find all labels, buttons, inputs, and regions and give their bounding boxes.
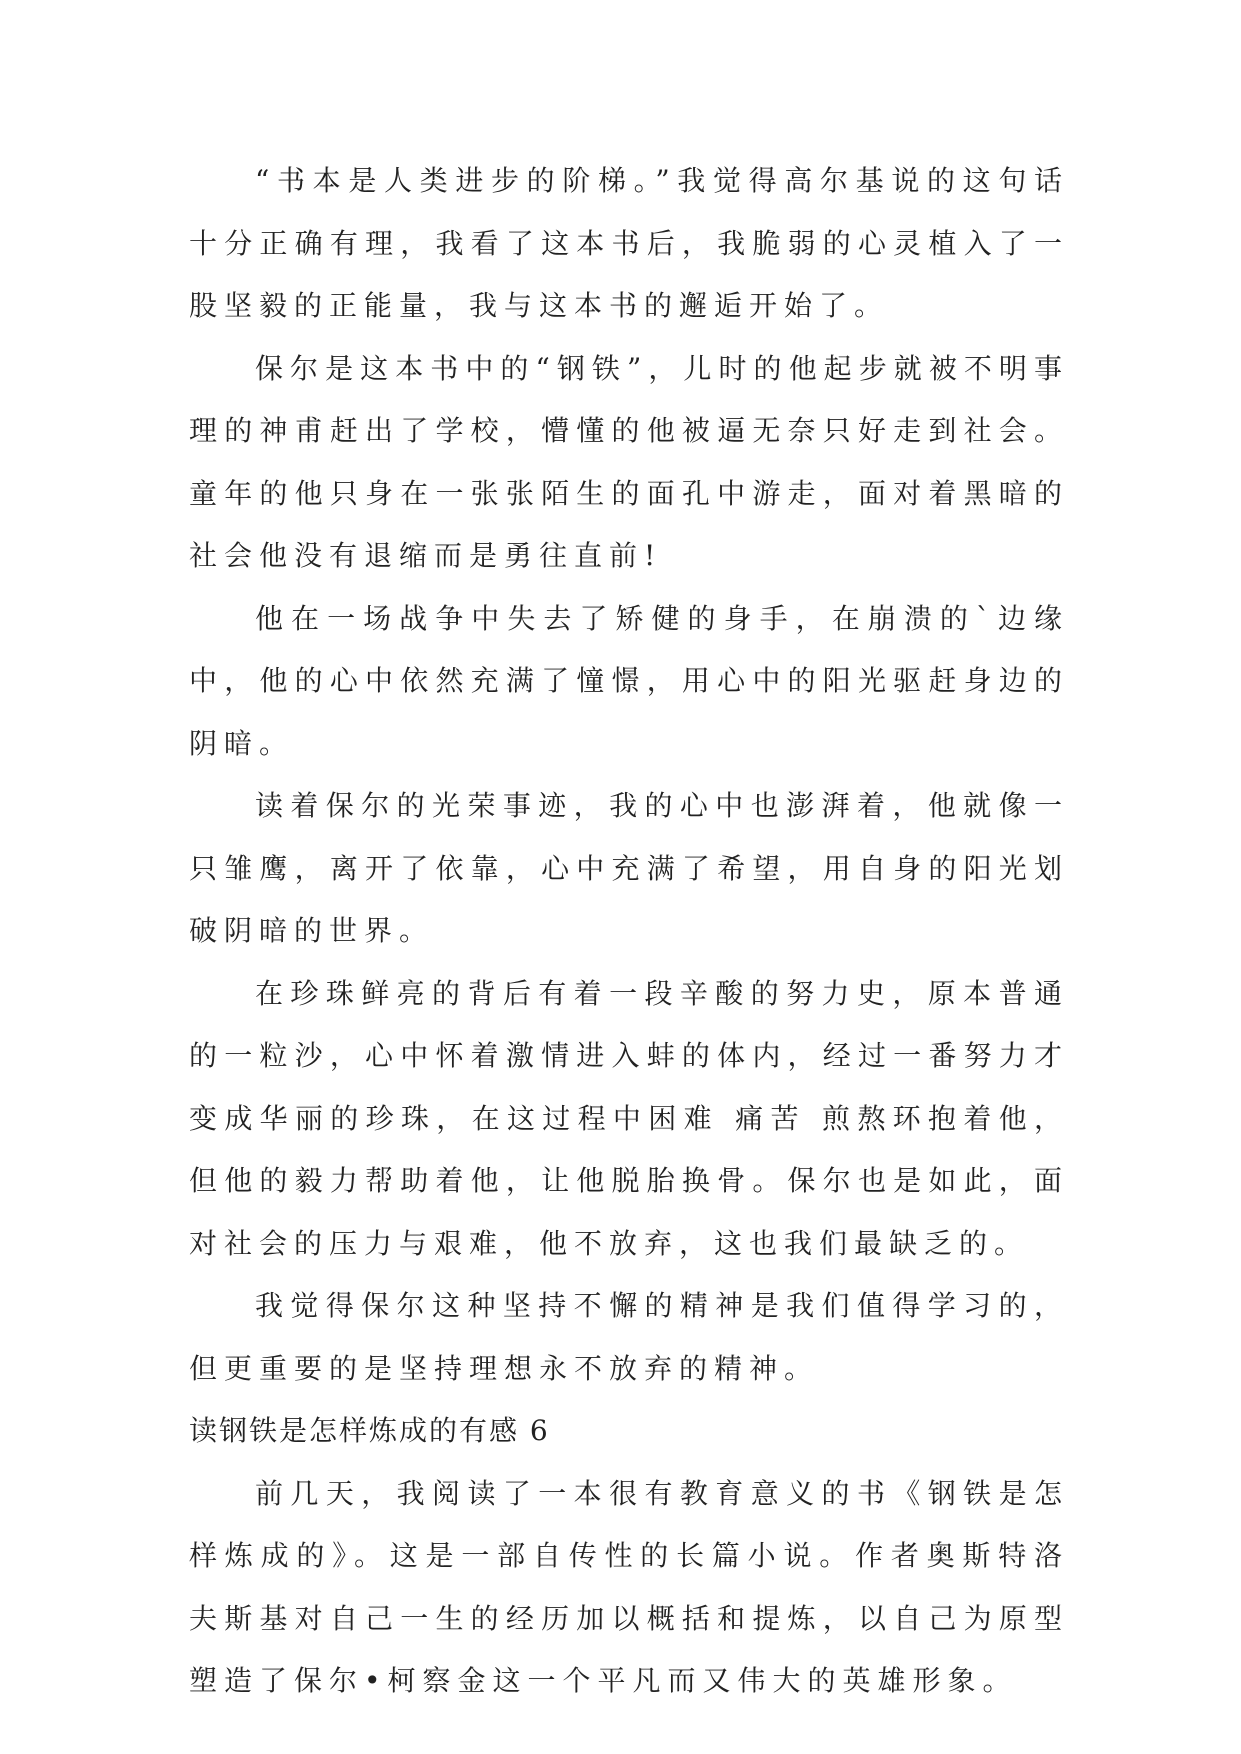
paragraph-6: 我觉得保尔这种坚持不懈的精神是我们值得学习的，但更重要的是坚持理想永不放弃的精神。 [189, 1289, 1069, 1385]
paragraph-4: 读着保尔的光荣事迹，我的心中也澎湃着，他就像一只雏鹰，离开了依靠，心中充满了希望，用自身的阳光划破阴暗的世界。 [189, 789, 1069, 947]
section-heading: 读钢铁是怎样炼成的有感 6 [189, 1414, 550, 1447]
paragraph-5: 在珍珠鲜亮的背后有着一段辛酸的努力史，原本普通的一粒沙，心中怀着激情进入蚌的体内，经过一番努力才变成华丽的珍珠，在这过程中困难 痛苦 煎熬环抱着他，但他的毅力帮助着他，让他脱胎换骨。保尔也是如此，面对社会的压力与艰难，他不放弃，这也我们最缺乏的。 [189, 976, 1069, 1260]
document-page [189, 150, 1069, 1713]
paragraph-1: “书本是人类进步的阶梯。”我觉得高尔基说的这句话十分正确有理，我看了这本书后，我脆弱的心灵植入了一股坚毅的正能量，我与这本书的邂逅开始了。 [189, 164, 1069, 322]
paragraph-3: 他在一场战争中失去了矫健的身手，在崩溃的`边缘中，他的心中依然充满了憧憬，用心中的阳光驱赶身边的阴暗。 [189, 601, 1069, 760]
paragraph-7: 前几天，我阅读了一本很有教育意义的书《钢铁是怎样炼成的》。这是一部自传性的长篇小说。作者奥斯特洛夫斯基对自己一生的经历加以概括和提炼，以自己为原型塑造了保尔•柯察金这一个平凡而又伟大的英雄形象。 [189, 1476, 1069, 1697]
paragraph-2: 保尔是这本书中的“钢铁”，儿时的他起步就被不明事理的神甫赶出了学校，懵懂的他被逼无奈只好走到社会。童年的他只身在一张张陌生的面孔中游走，面对着黑暗的社会他没有退缩而是勇往直前! [189, 351, 1069, 572]
